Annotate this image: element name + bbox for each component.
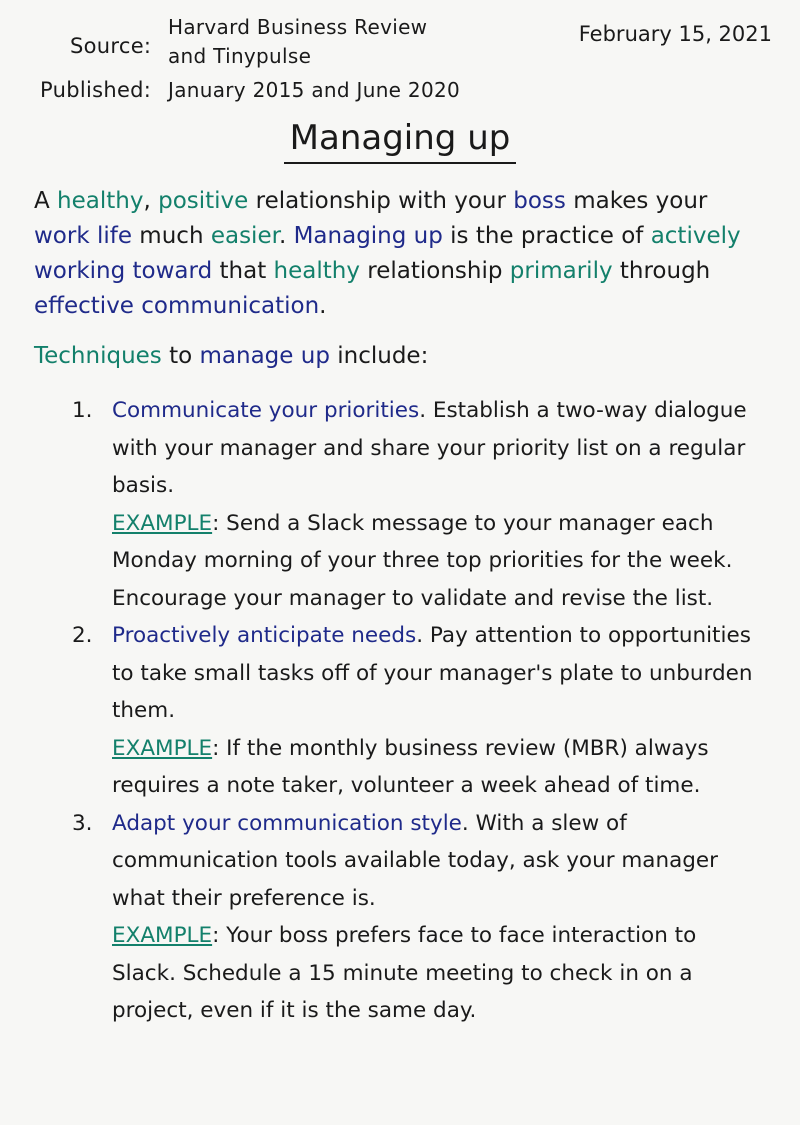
list-item (72, 392, 762, 617)
published-value: January 2015 and June 2020 (168, 78, 461, 102)
example-text: : Your boss prefers face to face interaction to Slack. Schedule a 15 minute meeting to check in on a project, even if it is the same day. (112, 923, 697, 1023)
source-line-2: and Tinypulse (168, 44, 312, 68)
item-text: . With a slew of communication tools available today, ask your manager what their preference is. (112, 810, 718, 911)
page-title (0, 118, 800, 158)
item-heading: Proactively anticipate needs (112, 623, 417, 648)
example-label: EXAMPLE (112, 735, 213, 761)
example-label: EXAMPLE (112, 510, 213, 536)
source-label: Source: (70, 34, 152, 58)
item-number: 1. (72, 398, 93, 423)
item-number: 2. (72, 623, 93, 648)
source-line-1: Harvard Business Review (168, 15, 428, 39)
item-number: 3. (72, 810, 93, 836)
techniques-heading: Techniques to manage up include: (34, 343, 429, 369)
item-text: . Establish a two-way dialogue with your manager and share your priority list on a regular basis. (112, 398, 747, 498)
list-item (72, 617, 762, 805)
item-heading: Communicate your priorities (112, 398, 420, 423)
example-text: : Send a Slack message to your manager each Monday morning of your three top priorities for the week. Encourage your manager to validate and revise the list. (112, 510, 733, 611)
technique-list (72, 392, 762, 1030)
item-text: . Pay attention to opportunities to take small tasks off of your manager's plate to unburden them. (112, 623, 753, 723)
published-label: Published: (40, 78, 152, 102)
example-text: : If the monthly business review (MBR) always requires a note taker, volunteer a week ahead of time. (112, 735, 709, 798)
title-text: Managing up (284, 118, 517, 164)
list-item (72, 805, 762, 1030)
item-heading: Adapt your communication style (112, 810, 462, 836)
date: February 15, 2021 (578, 22, 772, 46)
intro-paragraph: A healthy, positive relationship with your boss makes your work life much easier. Managing up is the practice of actively working toward that healthy relationship primarily through effective communication. (34, 188, 741, 319)
example-label: EXAMPLE (112, 923, 213, 948)
